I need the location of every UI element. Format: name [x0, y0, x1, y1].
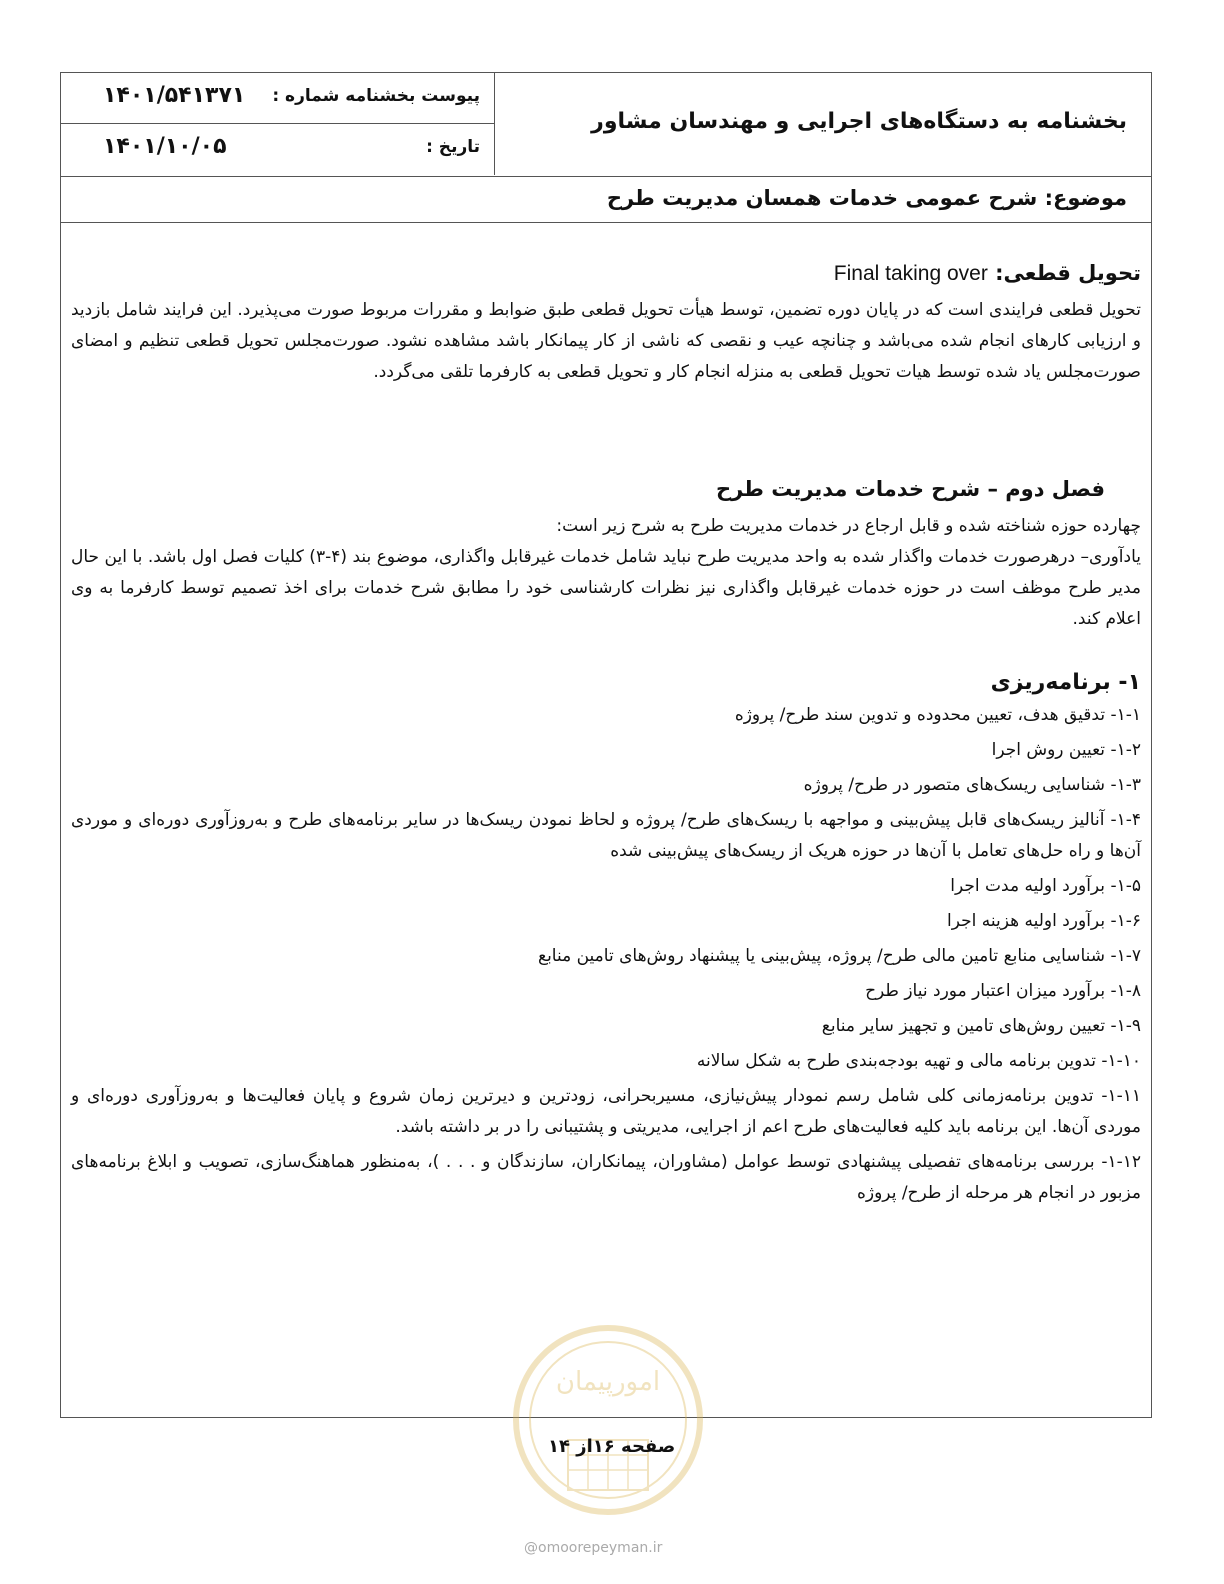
list-item: ۱-۲- تعیین روش اجرا	[991, 740, 1141, 760]
list-item: ۱-۴- آنالیز ریسک‌های قابل پیش‌بینی و مواجهه با ریسک‌های طرح/ پروژه و لحاظ نمودن ریسک‌ها در سایر برنامه‌های طرح و به‌روزآوری دوره‌ای و موردی آن‌ها و راه حل‌های تعامل با آن‌ها در حوزه هریک از ریسک‌های پیش‌بینی شده	[71, 810, 1141, 861]
list-item: ۱-۱- تدقیق هدف، تعیین محدوده و تدوین سند طرح/ پروژه	[734, 705, 1141, 725]
attachment-number: ۱۴۰۱/۵۴۱۳۷۱	[103, 83, 246, 108]
chapter-heading: فصل دوم – شرح خدمات مدیریت طرح	[715, 477, 1105, 501]
final-taking-heading-fa: تحویل قطعی:	[995, 261, 1141, 285]
list-item: ۱-۷- شناسایی منابع تامین مالی طرح/ پروژه، پیش‌بینی یا پیشنهاد روش‌های تامین منابع	[538, 946, 1141, 966]
attachment-label: پیوست بخشنامه شماره :	[272, 86, 480, 106]
list-item: ۱-۱۰- تدوین برنامه مالی و تهیه بودجه‌بندی طرح به شکل سالانه	[696, 1051, 1141, 1071]
list-item: ۱-۱۲- بررسی برنامه‌های تفصیلی پیشنهادی توسط عوامل (مشاوران، پیمانکاران، سازندگان و . . . )، به‌منظور هماهنگ‌سازی، تصویب و ابلاغ برنامه‌های مزبور در انجام هر مرحله از طرح/ پروژه	[71, 1152, 1141, 1203]
site-watermark: @omoorepeyman.ir	[524, 1540, 663, 1556]
chapter-intro: چهارده حوزه شناخته شده و قابل ارجاع در خدمات مدیریت طرح به شرح زیر است:	[556, 516, 1141, 536]
final-taking-heading-en: Final taking over	[833, 262, 988, 285]
list-item: ۱-۹- تعیین روش‌های تامین و تجهیز سایر منابع	[821, 1016, 1141, 1036]
final-taking-heading	[71, 258, 1141, 289]
subject-text: موضوع: شرح عمومی خدمات همسان مدیریت طرح	[606, 186, 1127, 210]
date-value: ۱۴۰۱/۱۰/۰۵	[103, 134, 227, 159]
list-item: ۱-۱۱- تدوین برنامه‌زمانی کلی شامل رسم نمودار پیش‌نیازی، مسیربحرانی، زودترین و دیرترین زمان شروع و پایان فعالیت‌ها و به‌روزآوری دوره‌ای و موردی آن‌ها. این برنامه باید کلیه فعالیت‌های طرح اعم از اجرایی، مدیریتی و پشتیبانی را در بر داشته باشد.	[71, 1086, 1141, 1137]
stamp-watermark-icon	[508, 1320, 708, 1520]
subject-row	[61, 177, 1151, 223]
document-frame	[60, 72, 1152, 1418]
list-item: ۱-۳- شناسایی ریسک‌های متصور در طرح/ پروژه	[803, 775, 1141, 795]
header-block	[61, 73, 1151, 177]
stamp-text: امورپیمان	[555, 1367, 661, 1397]
date-row	[61, 124, 494, 175]
document-body	[71, 258, 1141, 1213]
page-number: صفحه ۱۶از ۱۴	[548, 1436, 676, 1457]
date-label: تاریخ :	[426, 137, 480, 157]
document-title: بخشنامه به دستگاه‌های اجرایی و مهندسان مشاور	[591, 109, 1127, 134]
attachment-row	[61, 73, 494, 124]
header-meta	[61, 73, 495, 175]
planning-heading: ۱- برنامه‌ریزی	[990, 670, 1141, 695]
list-item: ۱-۶- برآورد اولیه هزینه اجرا	[947, 911, 1141, 931]
list-item: ۱-۸- برآورد میزان اعتبار مورد نیاز طرح	[865, 981, 1141, 1001]
chapter-note: یادآوری– درهرصورت خدمات واگذار شده به واحد مدیریت طرح نباید شامل خدمات غیرقابل واگذاری، موضوع بند (۴-۳) کلیات فصل اول باشد. با این حال مدیر طرح موظف است در حوزه خدمات غیرقابل واگذاری نیز نظرات کارشناسی خود را مطابق شرح خدمات برای اخذ تصمیم توسط کارفرما به وی اعلام کند.	[71, 547, 1141, 629]
final-taking-paragraph: تحویل قطعی فرایندی است که در پایان دوره تضمین، توسط هیأت تحویل قطعی طبق ضوابط و مقررات مربوط صورت می‌پذیرد. این فرایند شامل بازدید و ارزیابی کارهای انجام شده می‌باشد و چنانچه عیب و نقصی که ناشی از کار پیمانکار باشد مشاهده نشود. صورت‌مجلس تحویل قطعی تنظیم و امضای صورت‌مجلس یاد شده توسط هیات تحویل قطعی به منزله انجام کار و تحویل قطعی به کارفرما تلقی می‌گردد.	[71, 300, 1141, 382]
list-item: ۱-۵- برآورد اولیه مدت اجرا	[950, 876, 1141, 896]
